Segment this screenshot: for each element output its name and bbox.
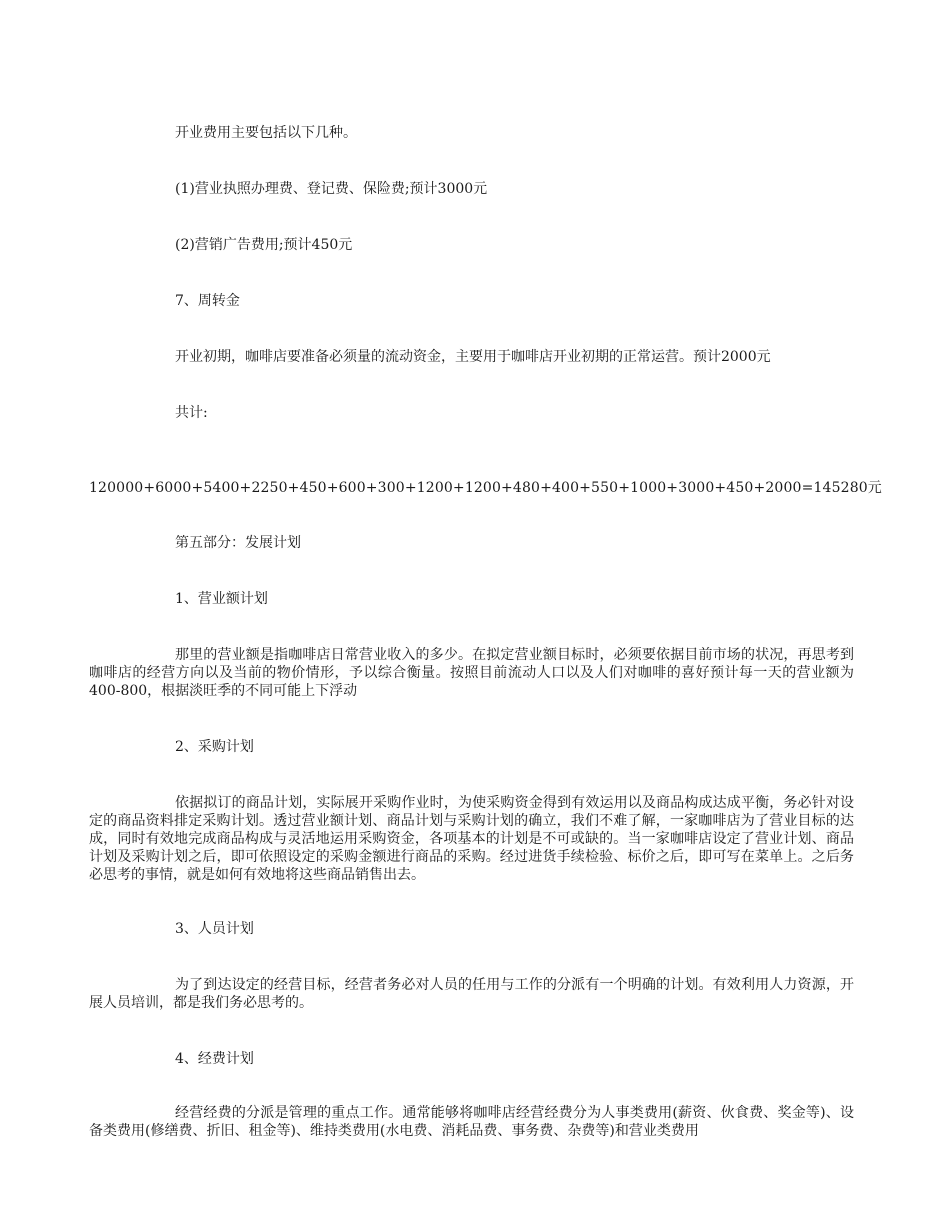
section-heading-staffing-plan: 3、人员计划 bbox=[175, 921, 254, 937]
section-heading-revenue-plan: 1、营业额计划 bbox=[175, 591, 268, 607]
staffing-plan-paragraph: 为了到达设定的经营目标，经营者务必对人员的任用与工作的分派有一个明确的计划。有效利用人力资源，开展人员培训，都是我们务必思考的。 bbox=[89, 977, 854, 1011]
part-five-heading: 第五部分：发展计划 bbox=[175, 535, 301, 551]
expense-plan-paragraph: 经营经费的分派是管理的重点工作。通常能够将咖啡店经营经费分为人事类费用(薪资、伙食费、奖金等)、设备类费用(修缮费、折旧、租金等)、维持类费用(水电费、消耗品费、事务费、杂费等)和营业类费用 bbox=[89, 1105, 854, 1139]
total-label: 共计: bbox=[175, 405, 208, 421]
working-capital-text: 开业初期，咖啡店要准备必须量的流动资金，主要用于咖啡店开业初期的正常运营。预计2000元 bbox=[175, 349, 771, 365]
section-heading-working-capital: 7、周转金 bbox=[175, 293, 240, 309]
section-heading-procurement-plan: 2、采购计划 bbox=[175, 739, 254, 755]
cost-item-license: (1)营业执照办理费、登记费、保险费;预计3000元 bbox=[175, 181, 488, 197]
total-formula: 120000+6000+5400+2250+450+600+300+1200+1200+480+400+550+1000+3000+450+2000=145280元 bbox=[89, 480, 882, 496]
revenue-plan-paragraph: 那里的营业额是指咖啡店日常营业收入的多少。在拟定营业额目标时，必须要依据目前市场的状况，再思考到咖啡店的经营方向以及当前的物价情形，予以综合衡量。按照目前流动人口以及人们对咖啡的喜好预计每一天的营业额为400-800，根据淡旺季的不同可能上下浮动 bbox=[89, 647, 854, 699]
procurement-plan-paragraph: 依据拟订的商品计划，实际展开采购作业时，为使采购资金得到有效运用以及商品构成达成平衡，务必针对设定的商品资料排定采购计划。透过营业额计划、商品计划与采购计划的确立，我们不难了解，一家咖啡店为了营业目标的达成，同时有效地完成商品构成与灵活地运用采购资金，各项基本的计划是不可或缺的。当一家咖啡店设定了营业计划、商品计划及采购计划之后，即可依照设定的采购金额进行商品的采购。经过进货手续检验、标价之后，即可写在菜单上。之后务必思考的事情，就是如何有效地将这些商品销售出去。 bbox=[89, 795, 854, 883]
section-heading-expense-plan: 4、经费计划 bbox=[175, 1051, 254, 1067]
startup-costs-intro: 开业费用主要包括以下几种。 bbox=[175, 125, 357, 141]
cost-item-marketing: (2)营销广告费用;预计450元 bbox=[175, 237, 353, 253]
